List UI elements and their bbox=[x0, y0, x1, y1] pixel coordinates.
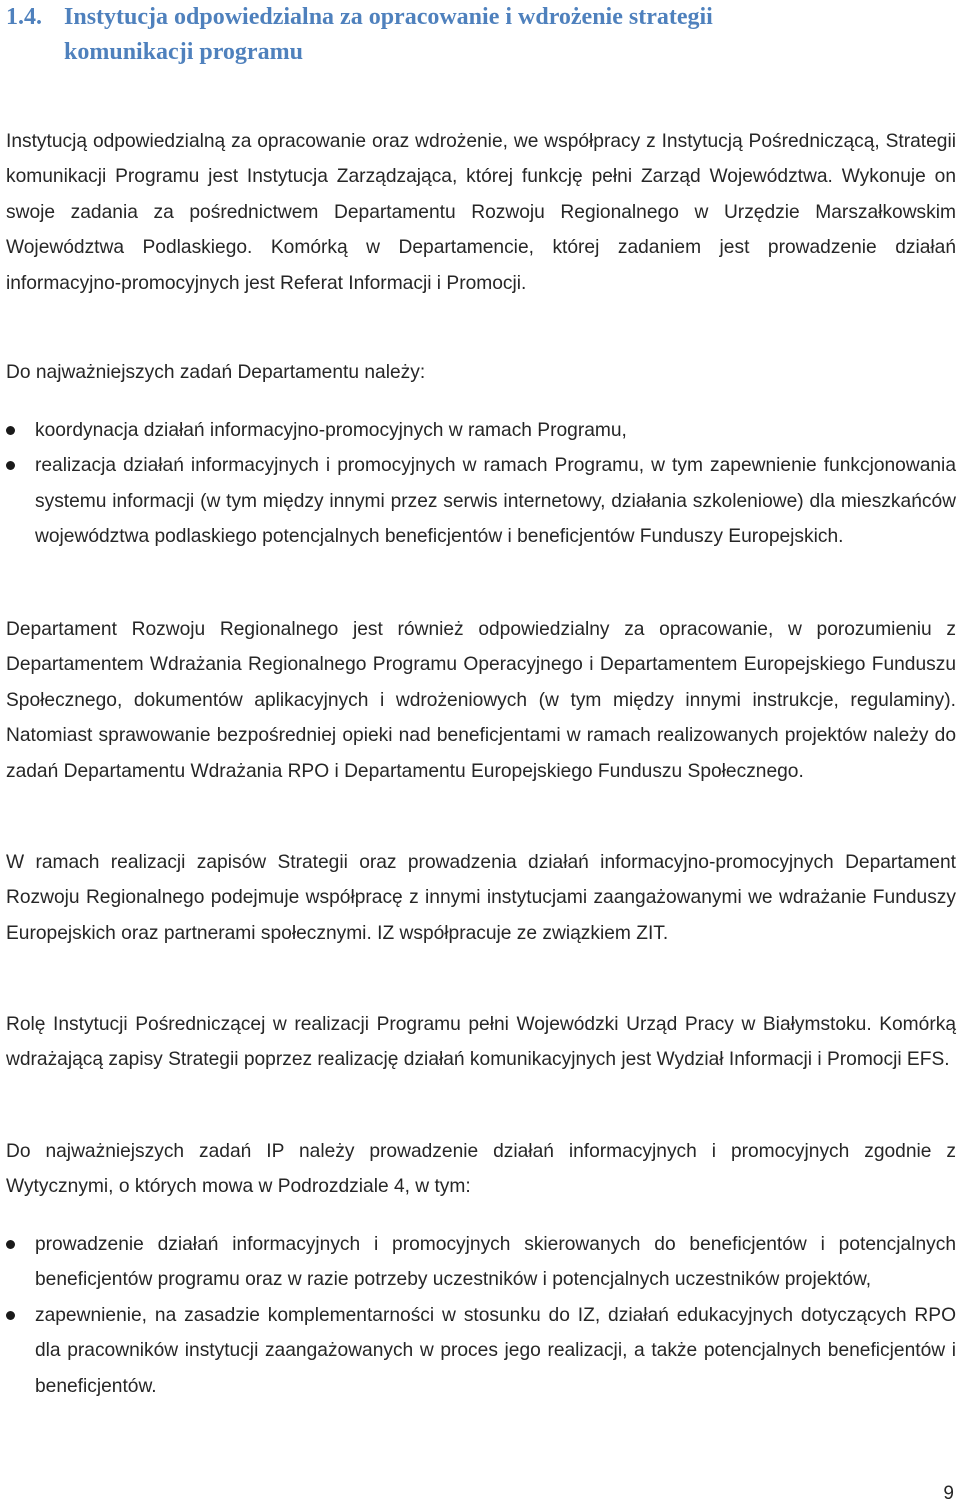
list-item bbox=[6, 1227, 956, 1298]
paragraph-department-tasks-intro: Do najważniejszych zadań Departamentu należy: bbox=[6, 362, 426, 383]
list-item bbox=[6, 413, 956, 448]
list-item-text: prowadzenie działań informacyjnych i promocyjnych skierowanych do beneficjentów i potencjalnych beneficjentów programu oraz w razie potrzeby uczestników i potencjalnych uczestników projektów, bbox=[35, 1234, 956, 1291]
list-item-text: koordynacja działań informacyjno-promocyjnych w ramach Programu, bbox=[35, 420, 627, 441]
paragraph-cooperation: W ramach realizacji zapisów Strategii oraz prowadzenia działań informacyjno-promocyjnych Departament Rozwoju Regionalnego podejmuje współpracę z innymi instytucjami zaangażowanymi we wdrażanie Funduszy Europejskich oraz partnerami społecznymi. IZ współpracuje ze związkiem ZIT. bbox=[6, 852, 956, 944]
paragraph-institution: Instytucją odpowiedzialną za opracowanie oraz wdrożenie, we współpracy z Instytucją Pośredniczącą, Strategii komunikacji Programu jest Instytucja Zarządzająca, której funkcję pełni Zarząd Województwa. Wykonuje on swoje zadania za pośrednictwem Departamentu Rozwoju Regionalnego w Urzędzie Marszałkowskim Województwa Podlaskiego. Komórką w Departamencie, której zadaniem jest prowadzenie działań informacyjno-promocyjnych jest Referat Informacji i Promocji. bbox=[6, 131, 956, 294]
paragraph-ip-tasks-intro: Do najważniejszych zadań IP należy prowadzenie działań informacyjnych i promocyjnych zgodnie z Wytycznymi, o których mowa w Podrozdziale 4, w tym: bbox=[6, 1141, 956, 1198]
list-item-text: zapewnienie, na zasadzie komplementarności w stosunku do IZ, działań edukacyjnych dotyczących RPO dla pracowników instytucji zaangażowanych w proces jego realizacji, a także potencjalnych beneficjentów i beneficjentów. bbox=[35, 1304, 956, 1397]
paragraph-intermediate-body: Rolę Instytucji Pośredniczącej w realizacji Programu pełni Wojewódzki Urząd Pracy w Białymstoku. Komórką wdrażającą zapisy Strategii poprzez realizację działań komunikacyjnych jest Wydział Informacji i Promocji EFS. bbox=[6, 1014, 956, 1071]
section-heading bbox=[6, 0, 956, 70]
ip-tasks-list bbox=[6, 1227, 956, 1404]
list-item bbox=[6, 1298, 956, 1404]
section-number: 1.4. bbox=[6, 4, 42, 30]
bullet-icon bbox=[6, 1240, 15, 1249]
bullet-icon bbox=[6, 1311, 15, 1320]
department-tasks-list bbox=[6, 413, 956, 555]
paragraph-department-responsibility: Departament Rozwoju Regionalnego jest również odpowiedzialny za opracowanie, w porozumieniu z Departamentem Wdrażania Regionalnego Programu Operacyjnego i Departamentem Europejskiego Funduszu Społecznego, dokumentów aplikacyjnych i wdrożeniowych (w tym między innymi instrukcje, regulaminy). Natomiast sprawowanie bezpośredniej opieki nad beneficjentami w ramach realizowanych projektów należy do zadań Departamentu Wdrażania RPO i Departamentu Europejskiego Funduszu Społecznego. bbox=[6, 619, 956, 782]
section-title-line2: komunikacji programu bbox=[64, 39, 303, 65]
list-item-text: realizacja działań informacyjnych i promocyjnych w ramach Programu, w tym zapewnienie funkcjonowania systemu informacji (w tym między innymi przez serwis internetowy, działania szkoleniowe) dla mieszkańców województwa podlaskiego potencjalnych beneficjentów i beneficjentów Funduszy Europejskich. bbox=[35, 455, 956, 548]
bullet-icon bbox=[6, 461, 15, 470]
bullet-icon bbox=[6, 426, 15, 435]
page-number: 9 bbox=[943, 1483, 954, 1504]
list-item bbox=[6, 448, 956, 554]
section-title-line1: Instytucja odpowiedzialna za opracowanie i wdrożenie strategii bbox=[64, 4, 713, 30]
